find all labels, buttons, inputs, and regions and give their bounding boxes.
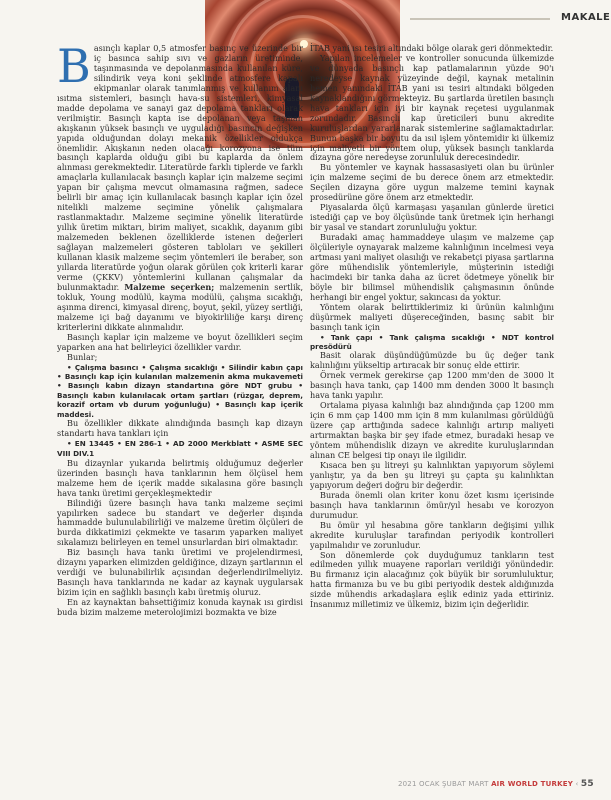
criteria-bullets: • Çalışma basıncı • Çalışma sıcaklığı • Silindir kabın çapı • Basınçlı kap için kulanılan malzemenin akma mukavemeti • Basınçlı kabın dizayn standartına göre NDT grubu • Basınçlı kabın kulanılacak ortam şartları (rüzgar, deprem, korazif ortam vb durum yoğunluğu) • Basınçlı kap içerik maddesi. <box>57 362 303 419</box>
paragraph: Buradaki amaç hammaddeye ulaşım ve malzeme çap ölçüleriyle oynayarak malzeme kalınlığının incelmesi veya artması yani maliyet olasılığı ve rekabetçi piyasa şartlarına göre mühendislik yöntemleriyle, müşterinin istediği hacimdeki bir tanka daha az ücret ödetmeye yönelik bir böyle bir bilimsel mühendislik çalışmasının önünde herhangi bir engel yoktur, sakıncası da yoktur. <box>310 232 554 302</box>
dropcap: B <box>57 39 91 93</box>
paragraph: Bu yöntemler ve kaynak hassasasiyeti olan bu ürünler için malzeme seçimi de bu derece önem arz etmektedir. Seçilen dizayna göre uygun malzeme temini kaynak prosedürüne göre önem arz etmektedir. <box>310 162 554 203</box>
page-footer <box>398 779 594 789</box>
tank-bullets: • Tank çapı • Tank çalışma sıcaklığı • NDT kontrol presödürü <box>310 332 554 352</box>
paragraph: Kısaca ben şu litreyi şu kalınlıktan yapıyorum söylemi yanlıştır, ya da ben şu litreyi şu çapta şu kalınlıktan yapıyorum değeri doğru bir değerdir. <box>310 459 554 490</box>
paragraph: Piyasalarda ölçü karmaşası yaşanılan günlerde üretici istediği çap ve boy ölçüsünde tank üretmek için herhangi bir yasal ve standart zorunluluğu yoktur. <box>310 202 554 233</box>
section-label: MAKALE <box>561 12 611 23</box>
paragraph: Basınçlı kaplar için malzeme ve boyut özellikleri seçim yaparken ana hat belirleyici özellikler vardır. <box>57 331 303 352</box>
bold-text: Malzeme seçerken; <box>124 281 215 292</box>
paragraph: Bilindiği üzere basınçlı hava tankı malzeme seçimi yapılırken sadece bu standart ve değerler dışında hammadde bulunulabilirliği ve malzeme üretim ölçüleri de burda dikkatimizi çekmekte ve tasarım yaparken maliyet sıkalamızı belirleyen en temel unsurlardan biri olmaktadır. <box>57 497 303 548</box>
magazine-brand: AIR WORLD TURKEY <box>491 780 574 788</box>
paragraph: Yapılan incelemeler ve kontroller sonucunda ülkemizde ve dünyada basınçlı kap patlamalarının yüzde 90'ı neredeyse kaynak yüzeyinde değil, kaynak metalinin hemen yanındaki İTAB yani ısı tesiri altındaki bölgeden kaynaklandığını görmekteyiz. Bu şartlarda üretilen basınçlı hava tankları için iyi bir kaynak reçetesi uygulanmak zorundadır. Basınçlı kap üreticileri bunu akredite kuruluşlardan yararlanarak sistemlerine sağlamaktadırlar. Bunun başka bir boyutu da ısıl işlem yöntemidir ki ülkemiz için maliyetli bir yöntem olup, yüksek basınçlı tanklarda dizayna göre neredeyse zorunluluk derecesindedir. <box>310 52 554 163</box>
paragraph: Ortalama piyasa kalınlığı baz alındığında çap 1200 mm için 6 mm çap 1400 mm için 8 mm kulanılması görüldüğü üzere çap arttığında sadece kalınlığı artırıp maliyeti artırmaktan başka bir şey ifade etmez, buradaki hesap ve yöntem mühendislik dizayn ve akredite kuruluşlarından alınan CE belgesi tip onayı ile ilgilidir. <box>310 400 554 460</box>
paragraph: Son dönemlerde çok duyduğumuz tankların test edilmeden yıllık muayene raporları verildiği yönündedir. Bu firmanız için alacağınız çok büyük bir sorumluluktur, hatta firmanıza bu ve bu gibi periyodik destek aldığınızda sizde mühendis arkadaşlara eşlik ediniz yada ettiriniz. İnsanımız milletimiz ve ülkemiz, bizim için değerlidir. <box>310 549 554 610</box>
right-column <box>310 44 554 610</box>
paragraph: Örnek vermek gerekirse çap 1200 mm'den de 3000 lt basınçlı hava tankı, çap 1400 mm denden 3000 lt basınçlı hava tankı yapılır. <box>310 370 554 401</box>
paragraph: Bu özellikler dikkate alındığında basınçlı kap dizayn standartı hava tankları için <box>57 417 303 438</box>
paragraph: Burada önemli olan kriter konu özet kısmı içerisinde basınçlı hava tanklarının ömür/yıl hesabı ve korozyon durumudur. <box>310 489 554 520</box>
paragraph: Bu ömür yıl hesabına göre tankların değişimi yıllık akredite kuruluşlar tarafından periyodik kontrolleri yapılmalıdır ve zorunludur. <box>310 519 554 550</box>
paragraph: İTAB yani ısı tesiri altındaki bölge olarak geri dönmektedir. <box>310 43 554 53</box>
paragraph: Bunlar; <box>67 351 98 362</box>
page-number: 55 <box>580 779 594 789</box>
paragraph: Biz basınçlı hava tankı üretimi ve projelendirmesi, dizaynı yaparken elimizden geldiğince, dizayn şartlarının el verdiği ve bulunabilirlik açısından değerlendirilmeliyiz. Basınçlı hava tanklarında ne kadar az kaynak uygularsak bizim için en sağlıklı basınçlı kabı üretmiş oluruz. <box>57 547 303 598</box>
standards-list: • EN 13445 • EN 286-1 • AD 2000 Merkblatt • ASME SEC VIII DIV.1 <box>57 438 303 458</box>
paragraph: Basit olarak düşündüğümüzde bu üç değer tank kalınlığını yükseltip artıracak bir sonuç elde ettirir. <box>310 350 554 371</box>
chevron-left-icon: ‹ <box>575 780 579 788</box>
paragraph: Bu dizaynlar yukarıda belirtmiş olduğumuz değerler üzerinden basınçlı hava tanklarının hem ölçüsel hem malzeme hem de içerik madde sıkalasına göre basınçlı hava tankı üretimi gerçekleşmektedir <box>57 457 303 498</box>
body-text: malzemenin sertlik, tokluk, Young modülü, kayma modülü, çalışma sıcaklığı, aşınma direnci, kimyasal direnç, boyut, şekil, yüzey sertliği, malzeme içi bağ dayanımı ve biyokirliliğe karşı direnç kriterlerini dikkate alınmalıdır. <box>57 281 304 332</box>
intro-paragraph <box>57 39 304 333</box>
paragraph: En az kaynaktan bahsettiğimiz konuda kaynak ısı girdisi buda bizim malzeme meterolojimizi bozmakta ve bize <box>57 597 303 618</box>
header-rule <box>410 18 550 20</box>
body-text: asınçlı kaplar 0,5 atmosfer basınç ve üzerinde bir iç basınca sahip sıvı ve gazların üretiminde, taşınmasında ve depolanmasında kullanılan küre, silindirik veya koni şeklinde atmosfere kapalı ekipmanlar olarak tanımlanmış ve kullanım alanı ısıtma sistemleri, basınçlı hava-su sistemleri, kimyasal madde depolama ve sanayi gaz depolama tankları olarak verilmiştir. Basınçlı kapta ise depolanan veya taşınan akışkanın yüksek basınçlı ve uyguladığı basıncın değişken yapıda olduğundan dolayı mekanik özellikler oldukça önemlidir. Akışkanın neden olacağı korozyona ise tüm basınçlı kaplarda olduğu gibi bu kaplarda da önlem alınması gerekmektedir. Literatürde farklı tiplerde ve farklı amaçlarla kullanılacak basınçlı kaplar için malzeme seçimi yapan bir çalışma mevcut olmamasına rağmen, sadece belirli bir amaç için kullanılacak basınçlı kaplar için özel nitelikli malzeme seçimine yönelik çalışmalara rastlanmaktadır. Malzeme seçimine yönelik literatürde yıllık üretim miktarı, birim maliyet, sıcaklık, dayanım gibi malzemeden beklenen özelliklerde istenen değerleri sağlayan malzemeleri gösteren tabloları ve şekilleri kullanan klasik malzeme seçim yöntemleri ile beraber, son yıllarda literatürde yoğun olarak görülen çok kriterli karar verme (ÇKKV) yöntemlerini kullanan çalışmalar da bulunmaktadır. <box>57 43 303 292</box>
left-column <box>57 39 304 618</box>
paragraph: Yöntem olarak belirttiklerimiz ki ürünün kalınlığını düşürmek maliyeti düşereceğinden, basınç sabit bir basınçlı tank için <box>310 301 554 332</box>
issue-date: 2021 OCAK ŞUBAT MART <box>398 780 489 788</box>
